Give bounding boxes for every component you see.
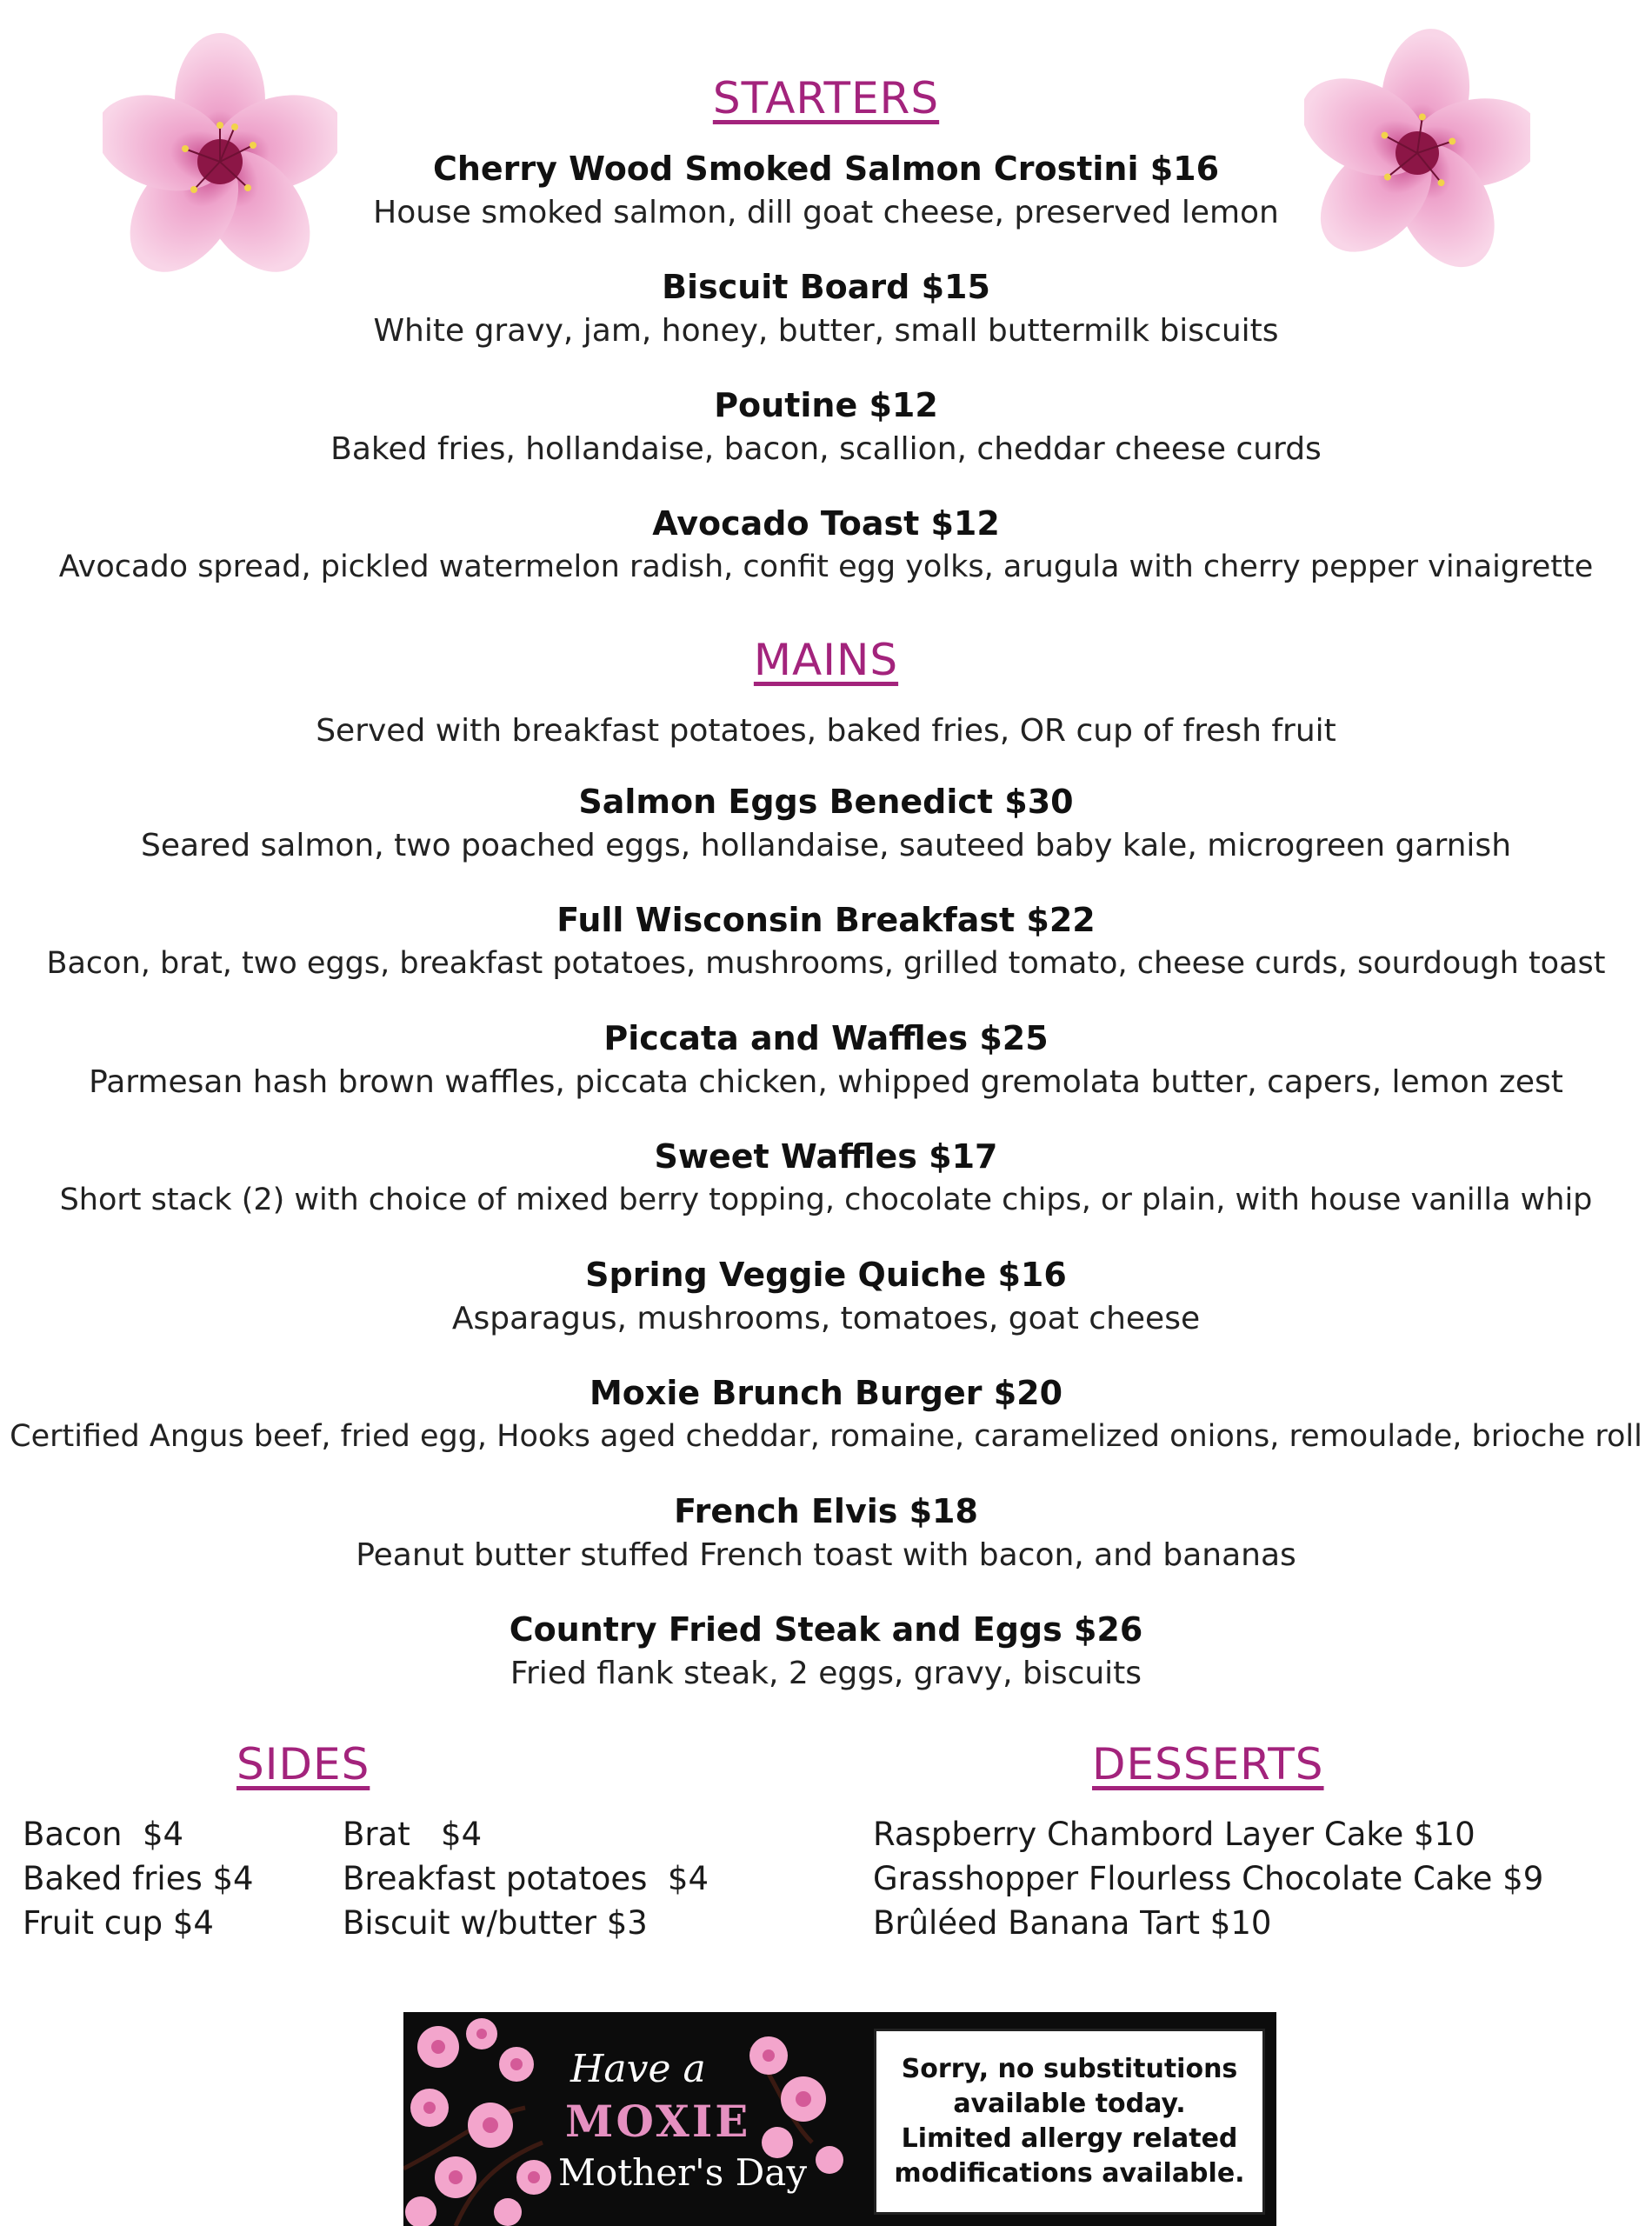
- main-item-name: Country Fried Steak and Eggs $26: [509, 1610, 1143, 1649]
- main-item-desc: Asparagus, mushrooms, tomatoes, goat cheese: [451, 1301, 1201, 1336]
- notice-line: Limited allergy related: [901, 2123, 1238, 2154]
- desserts-heading: DESSERTS: [1092, 1739, 1324, 1789]
- side-item: Baked fries $4: [23, 1860, 254, 1897]
- starter-item-desc: Avocado spread, pickled watermelon radish, confit egg yolks, arugula with cherry pepper vinaigrette: [58, 550, 1594, 584]
- sides-column-1: [23, 1812, 254, 1945]
- main-item-name: Moxie Brunch Burger $20: [589, 1374, 1063, 1412]
- side-item: Fruit cup $4: [23, 1904, 214, 1942]
- notice-line: modifications available.: [894, 2158, 1245, 2189]
- main-item-name: Full Wisconsin Breakfast $22: [556, 901, 1096, 939]
- side-item: Biscuit w/butter $3: [343, 1904, 648, 1942]
- starter-item-name: Biscuit Board $15: [662, 268, 990, 306]
- main-item-desc: Bacon, brat, two eggs, breakfast potatoes, mushrooms, grilled tomato, cheese curds, sourdough toast: [46, 946, 1606, 981]
- starter-item-desc: House smoked salmon, dill goat cheese, preserved lemon: [373, 195, 1279, 230]
- main-item-desc: Short stack (2) with choice of mixed berry topping, chocolate chips, or plain, with house vanilla whip: [59, 1183, 1593, 1217]
- dessert-item: Brûléed Banana Tart $10: [873, 1904, 1272, 1942]
- mains-heading: MAINS: [753, 635, 899, 685]
- side-item: Brat $4: [343, 1816, 483, 1853]
- dessert-item: Grasshopper Flourless Chocolate Cake $9: [873, 1860, 1544, 1897]
- banner-line-2: MOXIE: [565, 2096, 751, 2147]
- main-item-name: French Elvis $18: [674, 1492, 978, 1530]
- main-item-name: Piccata and Waffles $25: [603, 1019, 1049, 1057]
- main-item-desc: Certified Angus beef, fried egg, Hooks aged cheddar, romaine, caramelized onions, remoulade, brioche roll: [10, 1419, 1642, 1454]
- main-item-name: Salmon Eggs Benedict $30: [578, 783, 1074, 821]
- notice-line: Sorry, no substitutions: [901, 2054, 1238, 2084]
- dessert-item: Raspberry Chambord Layer Cake $10: [873, 1816, 1475, 1853]
- main-item-desc: Peanut butter stuffed French toast with bacon, and bananas: [356, 1537, 1296, 1573]
- substitution-notice: [874, 2029, 1265, 2215]
- sides-column-2: [343, 1812, 709, 1945]
- starters-heading: STARTERS: [712, 73, 940, 123]
- starter-item-name: Poutine $12: [714, 386, 938, 424]
- main-item-desc: Fried flank steak, 2 eggs, gravy, biscuits: [510, 1656, 1142, 1691]
- main-item-desc: Seared salmon, two poached eggs, hollandaise, sauteed baby kale, microgreen garnish: [140, 828, 1512, 863]
- sides-heading: SIDES: [236, 1739, 370, 1789]
- banner-line-3: Mother's Day: [558, 2151, 808, 2194]
- starter-item-desc: White gravy, jam, honey, butter, small buttermilk biscuits: [373, 313, 1279, 349]
- banner-line-1: Have a: [570, 2047, 706, 2091]
- starter-item-desc: Baked fries, hollandaise, bacon, scallion, cheddar cheese curds: [330, 431, 1322, 467]
- main-item-name: Spring Veggie Quiche $16: [585, 1256, 1067, 1294]
- main-item-name: Sweet Waffles $17: [654, 1137, 998, 1176]
- starter-item-name: Avocado Toast $12: [652, 504, 1000, 543]
- side-item: Bacon $4: [23, 1816, 184, 1853]
- side-item: Breakfast potatoes $4: [343, 1860, 709, 1897]
- mains-note: Served with breakfast potatoes, baked fries, OR cup of fresh fruit: [316, 713, 1336, 749]
- desserts-list: [873, 1812, 1543, 1945]
- main-item-desc: Parmesan hash brown waffles, piccata chicken, whipped gremolata butter, capers, lemon zest: [89, 1064, 1563, 1100]
- notice-line: available today.: [953, 2089, 1186, 2119]
- starter-item-name: Cherry Wood Smoked Salmon Crostini $16: [432, 150, 1220, 188]
